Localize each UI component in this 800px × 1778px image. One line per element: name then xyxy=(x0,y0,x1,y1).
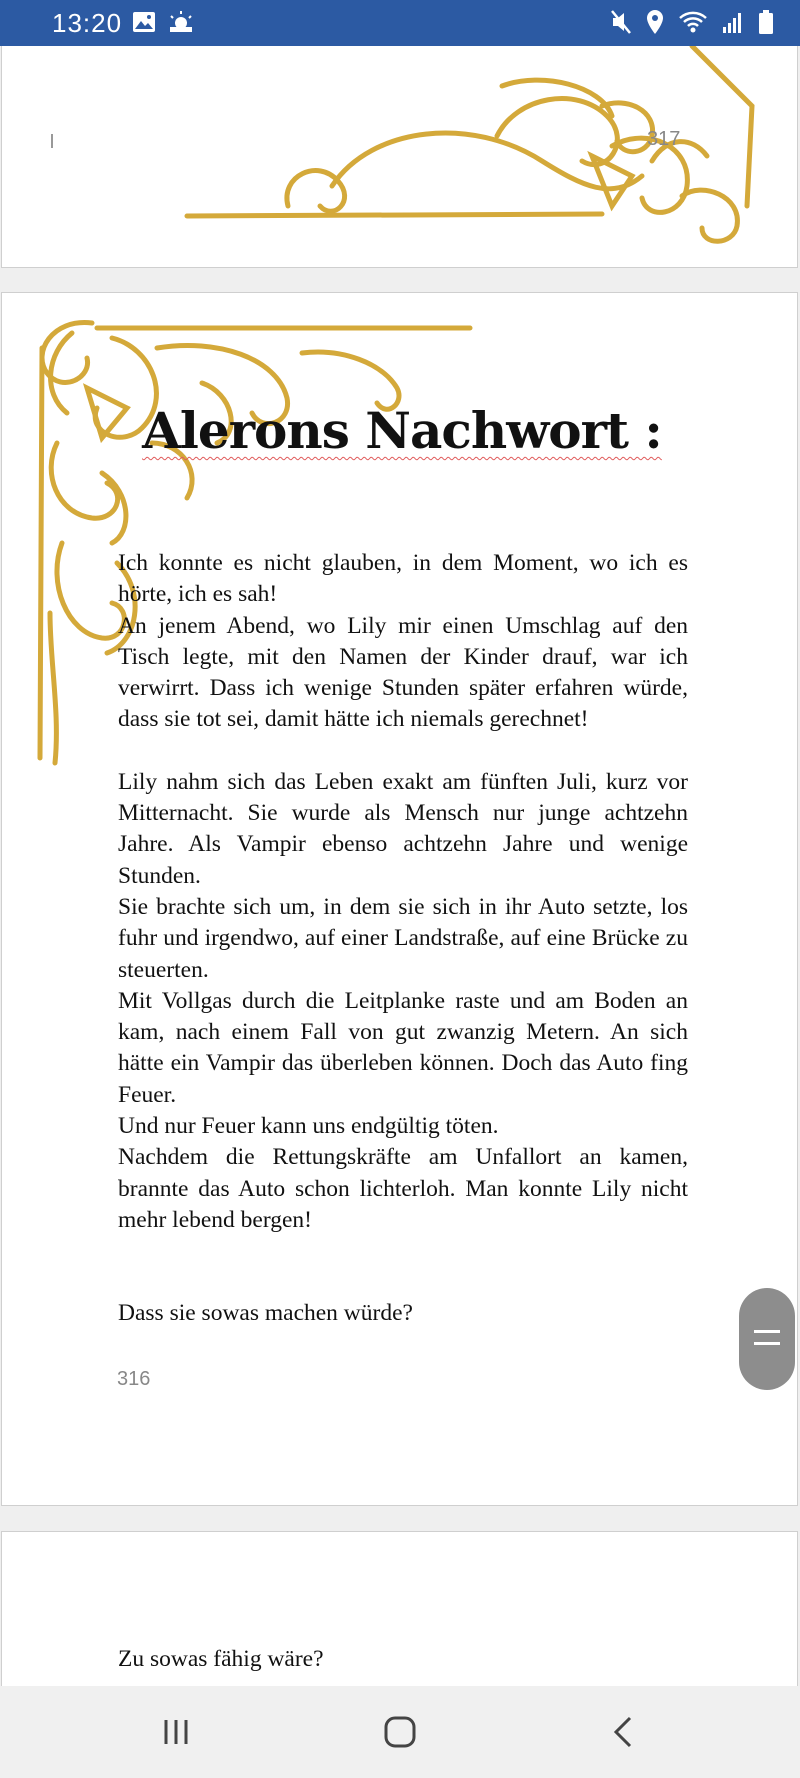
paragraph-3: Lily nahm sich das Leben exakt am fünften Juli, kurz vor Mitternacht. Sie wurde als Mensch nur junge achtzehn Jahre. Als Vampir ebenso achtzehn Jahre und wenige Stunden. xyxy=(118,768,688,889)
next-page-text: Zu sowas fähig wäre? xyxy=(118,1646,324,1672)
location-icon xyxy=(646,9,664,35)
paragraph-6: Und nur Feuer kann uns endgültig töten. xyxy=(118,1113,499,1140)
next-page xyxy=(1,1531,798,1691)
signal-icon xyxy=(722,9,744,35)
page-number: 316 xyxy=(117,1368,151,1390)
paragraph-2: An jenem Abend, wo Lily mir einen Umschlag auf den Tisch legte, mit den Namen der Kinder drauf, war ich verwirrt. Dass ich wenige Stunden später erfahren würde, dass sie tot sei, damit hätte ich niemals gerechnet! xyxy=(118,612,688,733)
navigation-bar xyxy=(0,1686,800,1778)
back-icon[interactable] xyxy=(594,1712,654,1752)
current-page xyxy=(1,292,798,1506)
status-time: 13:20 xyxy=(52,8,123,38)
battery-icon xyxy=(758,9,774,35)
chapter-body xyxy=(118,548,688,1330)
recents-icon[interactable] xyxy=(146,1712,206,1752)
home-icon[interactable] xyxy=(370,1712,430,1752)
paragraph-5: Mit Vollgas durch die Leitplanke raste und am Boden an kam, nach einem Fall von gut zwanzig Metern. An sich hätte ein Vampir das überleben können. Doch das Auto fing Feuer. xyxy=(118,987,688,1108)
paragraph-8: Dass sie sowas machen würde? xyxy=(118,1300,413,1327)
fast-scroll-handle[interactable] xyxy=(739,1288,795,1390)
wifi-icon xyxy=(678,9,708,35)
previous-page xyxy=(1,46,798,268)
paragraph-4: Sie brachte sich um, in dem sie sich in ihr Auto setzte, los fuhr und irgendwo, auf einer Landstraße, auf eine Brücke zu steuerten. xyxy=(118,893,688,983)
paragraph-7: Nachdem die Rettungskräfte am Unfallort an kamen, brannte das Auto schon lichterloh. Man konnte Lily nicht mehr lebend bergen! xyxy=(118,1144,688,1233)
chapter-title-text: Alerons Nachwort : xyxy=(142,401,662,460)
paragraph-1: Ich konnte es nicht glauben, in dem Moment, wo ich es hörte, ich es sah! xyxy=(118,550,688,608)
image-icon xyxy=(132,11,156,33)
mute-icon xyxy=(610,9,632,35)
gold-corner-ornament-top xyxy=(2,46,798,268)
page-number: 317 xyxy=(647,128,681,150)
weather-icon xyxy=(166,9,196,33)
chapter-title xyxy=(2,401,798,460)
status-bar xyxy=(0,0,800,46)
